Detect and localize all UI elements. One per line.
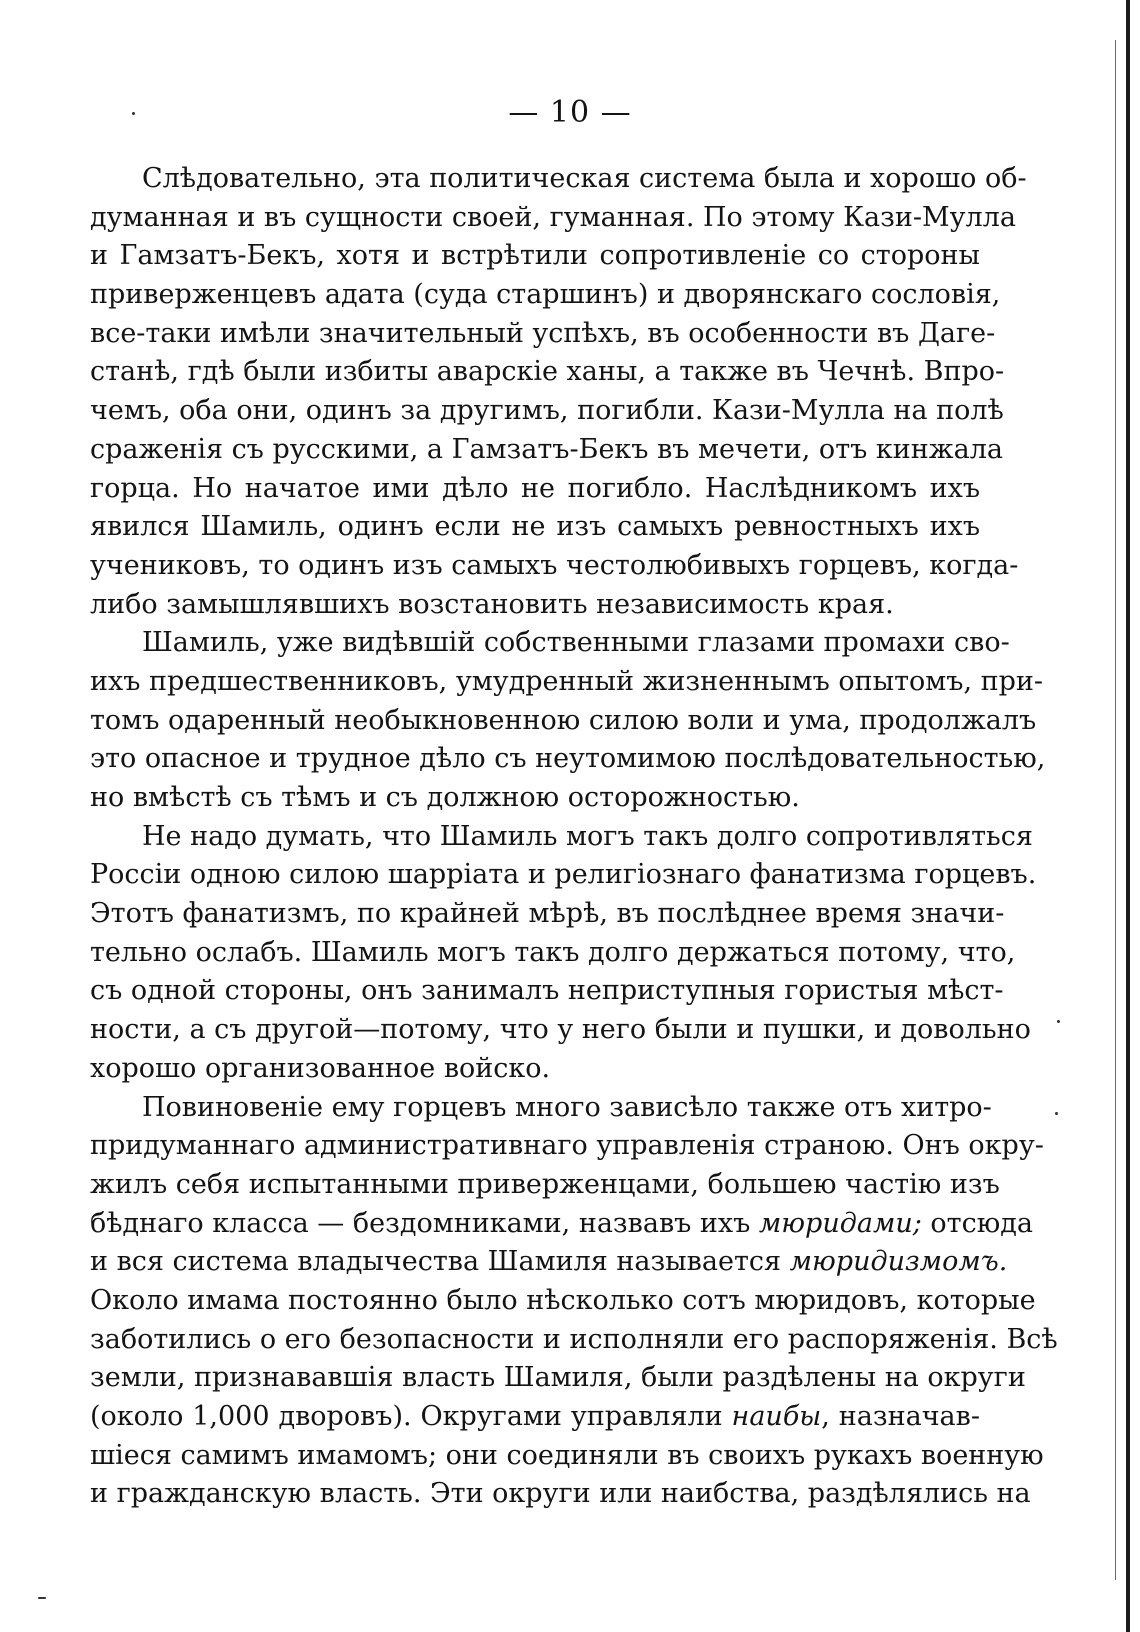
text-line: и Гамзатъ-Бекъ, хотя и встрѣтили сопротивленіе со стороны bbox=[90, 240, 980, 272]
text-line bbox=[90, 1243, 1008, 1282]
text-line: сраженія съ русскими, а Гамзатъ-Бекъ въ мечети, отъ кинжала bbox=[90, 433, 1003, 465]
text-line: придуманнаго административнаго управленія страною. Онъ окру- bbox=[90, 1130, 1044, 1162]
text-line: хорошо организованное войско. bbox=[90, 1052, 551, 1084]
text-line: станѣ, гдѣ были избиты аварскіе ханы, а также въ Чечнѣ. Впро- bbox=[90, 356, 1005, 388]
text-line: и гражданскую власть. Эти округи или наибства, раздѣлялись на bbox=[90, 1478, 1031, 1510]
text-line: томъ одаренный необыкновенною силою воли и ума, продолжалъ bbox=[90, 704, 1037, 736]
text-line bbox=[90, 1398, 980, 1437]
text-line: жилъ себя испытанными приверженцами, большею частію изъ bbox=[90, 1168, 1000, 1200]
text-segment: бѣднаго класса — бездомниками, назвавъ ихъ bbox=[90, 1207, 759, 1239]
text-segment: (около 1,000 дворовъ). Округами управляли bbox=[90, 1401, 732, 1432]
text-line bbox=[90, 1205, 1033, 1244]
text-line: Не надо думать, что Шамиль могъ такъ долго сопротивляться bbox=[142, 820, 1033, 852]
text-line: приверженцевъ адата (суда старшинъ) и дворянскаго сословія, bbox=[90, 279, 1001, 311]
text-line: тельно ослабъ. Шамиль могъ такъ долго держаться потому, что, bbox=[90, 936, 1016, 968]
text-line: Повиновеніе ему горцевъ много зависѣло также отъ хитро- bbox=[142, 1091, 992, 1123]
text-line: Около имама постоянно было нѣсколько сотъ мюридовъ, которые bbox=[90, 1284, 1036, 1316]
text-line: Шамиль, уже видѣвшій собственными глазами промахи сво- bbox=[142, 627, 1010, 659]
text-line: Россіи одною силою шарріата и религіознаго фанатизма горцевъ. bbox=[90, 859, 1037, 891]
text-line: учениковъ, то одинъ изъ самыхъ честолюбивыхъ горцевъ, когда- bbox=[90, 549, 1019, 581]
text-line: съ одной стороны, онъ занималъ неприступныя гористыя мѣст- bbox=[90, 975, 1004, 1007]
text-line: заботились о его безопасности и исполняли его распоряженія. Всѣ bbox=[90, 1323, 1058, 1355]
text-segment: и вся система владычества Шамиля называется bbox=[90, 1246, 790, 1278]
body-text bbox=[90, 160, 1058, 1514]
scan-speck bbox=[1057, 1020, 1060, 1023]
text-line: Слѣдовательно, эта политическая система была и хорошо об- bbox=[142, 163, 1027, 194]
page-number: — 10 — bbox=[508, 95, 632, 130]
text-line: все-таки имѣли значительный успѣхъ, въ особенности въ Даге- bbox=[90, 317, 996, 349]
scan-speck bbox=[1055, 1112, 1058, 1115]
text-line: явился Шамиль, одинъ если не изъ самыхъ ревностныхъ ихъ bbox=[90, 511, 980, 543]
text-line: но вмѣстѣ съ тѣмъ и съ должною осторожностью. bbox=[90, 782, 800, 813]
text-line: ности, а съ другой—потому, что у него были и пушки, и довольно bbox=[90, 1014, 1031, 1046]
text-line: земли, признававшія власть Шамиля, были раздѣлены на округи bbox=[90, 1362, 1026, 1394]
italic-term: мюридами; bbox=[758, 1207, 922, 1239]
italic-term: наибы bbox=[731, 1401, 822, 1432]
text-line: либо замышлявшихъ возстановить независимость края. bbox=[90, 588, 894, 620]
text-line: горца. Но начатое ими дѣло не погибло. Наслѣдникомъ ихъ bbox=[90, 472, 980, 504]
scan-border-right bbox=[1126, 0, 1130, 1632]
text-line: шіеся самимъ имамомъ; они соединяли въ своихъ рукахъ военную bbox=[90, 1439, 1044, 1471]
text-segment: отсюда bbox=[921, 1207, 1033, 1239]
scan-border-inner bbox=[1115, 40, 1116, 1580]
scan-speck bbox=[38, 1597, 46, 1599]
text-line: чемъ, оба они, одинъ за другимъ, погибли. Кази-Мулла на полѣ bbox=[90, 395, 1004, 427]
text-line: это опасное и трудное дѣло съ неутомимою послѣдовательностью, bbox=[90, 743, 1046, 775]
text-line: думанная и въ сущности своей, гуманная. По этому Кази-Мулла bbox=[90, 201, 1016, 233]
text-line: ихъ предшественниковъ, умудренный жизненнымъ опытомъ, при- bbox=[90, 665, 1044, 697]
text-line: Этотъ фанатизмъ, по крайней мѣрѣ, въ послѣднее время значи- bbox=[90, 898, 1005, 930]
italic-term: мюридизмомъ. bbox=[789, 1246, 1008, 1278]
text-segment: , назначав- bbox=[821, 1401, 980, 1432]
